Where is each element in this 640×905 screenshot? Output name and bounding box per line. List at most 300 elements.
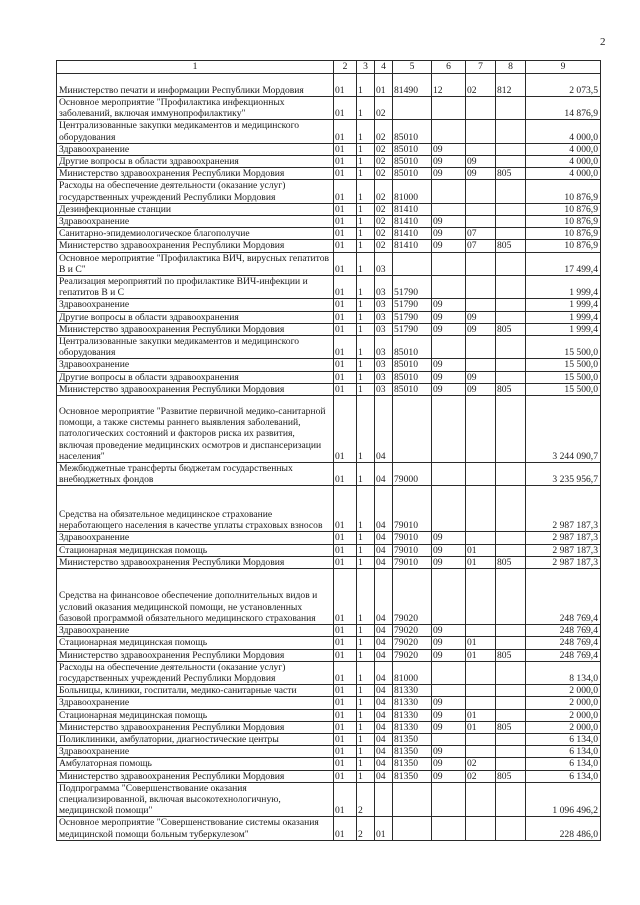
row-code-c5: 81410 — [393, 203, 432, 215]
table-row — [57, 625, 601, 637]
row-code-c5: 81000 — [393, 661, 432, 684]
row-amount: 6 134,0 — [526, 770, 601, 782]
row-code-c3: 1 — [357, 569, 375, 625]
row-code-c3: 1 — [357, 625, 375, 637]
row-code-c2: 01 — [334, 746, 357, 758]
row-code-c2: 01 — [334, 74, 357, 97]
row-name: Здравоохранение — [57, 746, 334, 758]
row-code-c8 — [496, 697, 526, 709]
row-amount: 10 876,9 — [526, 228, 601, 240]
row-code-c8: 805 — [496, 556, 526, 568]
row-code-c6: 09 — [432, 168, 466, 180]
table-row — [57, 746, 601, 758]
row-amount: 1 096 496,2 — [526, 782, 601, 817]
row-name: Подпрограмма "Совершенствование оказания специализированной, включая высокотехнологичную, медицинской помощи" — [57, 782, 334, 817]
table-row — [57, 770, 601, 782]
row-code-c8 — [496, 276, 526, 299]
row-code-c8: 805 — [496, 240, 526, 252]
row-code-c6 — [432, 463, 466, 486]
row-code-c3: 1 — [357, 252, 375, 275]
row-code-c2: 01 — [334, 486, 357, 532]
row-code-c3: 1 — [357, 721, 375, 733]
row-code-c6: 09 — [432, 770, 466, 782]
row-code-c2: 01 — [334, 463, 357, 486]
row-code-c6 — [432, 276, 466, 299]
row-code-c4: 04 — [375, 625, 393, 637]
row-name: Стационарная медицинская помощь — [57, 544, 334, 556]
table-row — [57, 649, 601, 661]
row-name: Здравоохранение — [57, 532, 334, 544]
row-code-c7 — [466, 299, 496, 311]
row-code-c7 — [466, 97, 496, 120]
row-code-c3: 1 — [357, 685, 375, 697]
row-code-c8 — [496, 637, 526, 649]
row-code-c4: 04 — [375, 556, 393, 568]
row-name: Стационарная медицинская помощь — [57, 709, 334, 721]
row-code-c5: 85010 — [393, 383, 432, 395]
row-name: Здравоохранение — [57, 697, 334, 709]
row-amount: 228 486,0 — [526, 817, 601, 840]
row-code-c6: 09 — [432, 383, 466, 395]
row-code-c5 — [393, 817, 432, 840]
table-row — [57, 180, 601, 203]
row-amount: 15 500,0 — [526, 371, 601, 383]
row-code-c3: 1 — [357, 746, 375, 758]
row-amount: 2 987 187,3 — [526, 556, 601, 568]
row-code-c7: 02 — [466, 74, 496, 97]
table-row — [57, 782, 601, 817]
row-code-c6: 09 — [432, 556, 466, 568]
row-code-c6: 09 — [432, 323, 466, 335]
table-row — [57, 371, 601, 383]
row-code-c3: 1 — [357, 733, 375, 745]
row-code-c4: 04 — [375, 544, 393, 556]
row-code-c7: 01 — [466, 721, 496, 733]
row-code-c8 — [496, 746, 526, 758]
budget-table — [56, 60, 601, 841]
row-code-c7 — [466, 359, 496, 371]
row-name: Больницы, клиники, госпитали, медико-санитарные части — [57, 685, 334, 697]
row-code-c3: 1 — [357, 74, 375, 97]
row-code-c2: 01 — [334, 396, 357, 463]
row-code-c3: 1 — [357, 299, 375, 311]
row-amount: 4 000,0 — [526, 168, 601, 180]
row-code-c8: 812 — [496, 74, 526, 97]
row-code-c6: 09 — [432, 240, 466, 252]
row-code-c2: 01 — [334, 180, 357, 203]
row-amount: 10 876,9 — [526, 240, 601, 252]
row-code-c8: 805 — [496, 770, 526, 782]
column-header-5: 5 — [393, 61, 432, 74]
row-code-c7: 09 — [466, 168, 496, 180]
row-code-c6 — [432, 97, 466, 120]
column-header-7: 7 — [466, 61, 496, 74]
row-code-c7: 01 — [466, 637, 496, 649]
table-row — [57, 569, 601, 625]
row-code-c7: 01 — [466, 709, 496, 721]
row-code-c5: 79010 — [393, 486, 432, 532]
row-code-c4: 04 — [375, 396, 393, 463]
row-code-c6 — [432, 396, 466, 463]
row-code-c4: 04 — [375, 532, 393, 544]
row-code-c2: 01 — [334, 299, 357, 311]
row-code-c6 — [432, 817, 466, 840]
row-code-c4: 02 — [375, 156, 393, 168]
row-code-c5: 51790 — [393, 323, 432, 335]
row-code-c8 — [496, 569, 526, 625]
row-code-c5: 81490 — [393, 74, 432, 97]
row-code-c6: 09 — [432, 721, 466, 733]
column-header-6: 6 — [432, 61, 466, 74]
table-row — [57, 544, 601, 556]
row-code-c2: 01 — [334, 143, 357, 155]
row-amount: 3 235 956,7 — [526, 463, 601, 486]
row-code-c3: 1 — [357, 371, 375, 383]
row-amount: 248 769,4 — [526, 625, 601, 637]
table-row — [57, 396, 601, 463]
table-header-row — [57, 61, 601, 74]
column-header-9: 9 — [526, 61, 601, 74]
row-amount: 248 769,4 — [526, 649, 601, 661]
row-code-c8: 805 — [496, 649, 526, 661]
row-code-c5: 85010 — [393, 336, 432, 359]
row-code-c4: 04 — [375, 733, 393, 745]
row-code-c4 — [375, 782, 393, 817]
row-code-c3: 1 — [357, 359, 375, 371]
row-code-c2: 01 — [334, 709, 357, 721]
row-code-c4: 04 — [375, 770, 393, 782]
row-code-c4: 03 — [375, 276, 393, 299]
row-code-c6 — [432, 252, 466, 275]
row-code-c8 — [496, 143, 526, 155]
row-code-c8 — [496, 685, 526, 697]
row-code-c4: 02 — [375, 97, 393, 120]
row-code-c4: 04 — [375, 569, 393, 625]
row-code-c6: 09 — [432, 311, 466, 323]
row-code-c2: 01 — [334, 371, 357, 383]
row-code-c6: 09 — [432, 299, 466, 311]
row-code-c4: 02 — [375, 228, 393, 240]
row-code-c2: 01 — [334, 156, 357, 168]
table-row — [57, 74, 601, 97]
row-code-c5: 81000 — [393, 180, 432, 203]
table-row — [57, 463, 601, 486]
row-code-c5 — [393, 396, 432, 463]
row-code-c3: 1 — [357, 180, 375, 203]
row-code-c5: 81330 — [393, 709, 432, 721]
column-header-4: 4 — [375, 61, 393, 74]
row-code-c7: 09 — [466, 311, 496, 323]
table-row — [57, 661, 601, 684]
row-code-c8 — [496, 371, 526, 383]
row-code-c3: 1 — [357, 637, 375, 649]
row-name: Министерство здравоохранения Республики Мордовия — [57, 721, 334, 733]
column-header-3: 3 — [357, 61, 375, 74]
table-row — [57, 299, 601, 311]
row-code-c2: 01 — [334, 216, 357, 228]
row-code-c2: 01 — [334, 203, 357, 215]
row-code-c4: 03 — [375, 252, 393, 275]
row-code-c4: 02 — [375, 143, 393, 155]
row-code-c8 — [496, 486, 526, 532]
row-code-c7 — [466, 661, 496, 684]
row-code-c5: 81410 — [393, 228, 432, 240]
row-code-c2: 01 — [334, 697, 357, 709]
row-amount: 2 987 187,3 — [526, 532, 601, 544]
row-code-c3: 1 — [357, 97, 375, 120]
row-code-c7 — [466, 276, 496, 299]
row-code-c4: 04 — [375, 758, 393, 770]
row-code-c8 — [496, 544, 526, 556]
column-header-2: 2 — [334, 61, 357, 74]
row-code-c2: 01 — [334, 782, 357, 817]
row-amount: 2 073,5 — [526, 74, 601, 97]
row-code-c3: 1 — [357, 216, 375, 228]
row-code-c3: 1 — [357, 336, 375, 359]
row-code-c7 — [466, 782, 496, 817]
row-code-c6: 09 — [432, 649, 466, 661]
row-amount: 2 987 187,3 — [526, 486, 601, 532]
row-code-c5: 51790 — [393, 276, 432, 299]
row-code-c3: 1 — [357, 486, 375, 532]
row-code-c8 — [496, 733, 526, 745]
row-code-c8 — [496, 299, 526, 311]
row-name: Межбюджетные трансферты бюджетам государственных внебюджетных фондов — [57, 463, 334, 486]
row-code-c8 — [496, 782, 526, 817]
row-name: Основное мероприятие "Профилактика инфекционных заболеваний, включая иммунопрофилактику" — [57, 97, 334, 120]
row-name: Министерство печати и информации Республики Мордовия — [57, 74, 334, 97]
row-code-c2: 01 — [334, 733, 357, 745]
row-code-c4: 04 — [375, 463, 393, 486]
row-code-c4: 02 — [375, 120, 393, 143]
row-code-c4: 03 — [375, 371, 393, 383]
row-name: Здравоохранение — [57, 299, 334, 311]
table-row — [57, 97, 601, 120]
row-code-c4: 03 — [375, 323, 393, 335]
row-amount: 17 499,4 — [526, 252, 601, 275]
row-code-c5: 79010 — [393, 532, 432, 544]
row-code-c6: 09 — [432, 359, 466, 371]
row-name: Дезинфекционные станции — [57, 203, 334, 215]
row-code-c7: 02 — [466, 770, 496, 782]
row-code-c6 — [432, 180, 466, 203]
row-code-c3: 1 — [357, 323, 375, 335]
row-code-c5 — [393, 782, 432, 817]
row-code-c8 — [496, 709, 526, 721]
row-code-c2: 01 — [334, 311, 357, 323]
row-code-c6: 12 — [432, 74, 466, 97]
row-code-c4: 04 — [375, 685, 393, 697]
row-amount: 14 876,9 — [526, 97, 601, 120]
row-code-c5: 81350 — [393, 746, 432, 758]
row-code-c8: 805 — [496, 323, 526, 335]
row-code-c6 — [432, 486, 466, 532]
row-code-c7 — [466, 486, 496, 532]
row-code-c7: 07 — [466, 228, 496, 240]
row-code-c2: 01 — [334, 97, 357, 120]
row-code-c2: 01 — [334, 685, 357, 697]
table-row — [57, 203, 601, 215]
row-code-c7 — [466, 336, 496, 359]
row-code-c5: 85010 — [393, 120, 432, 143]
row-code-c5: 79020 — [393, 625, 432, 637]
row-name: Здравоохранение — [57, 359, 334, 371]
row-code-c2: 01 — [334, 252, 357, 275]
row-name: Здравоохранение — [57, 625, 334, 637]
row-code-c7 — [466, 463, 496, 486]
row-name: Реализация мероприятий по профилактике ВИЧ-инфекции и гепатитов В и С — [57, 276, 334, 299]
row-code-c4: 03 — [375, 336, 393, 359]
row-code-c7 — [466, 143, 496, 155]
row-code-c4: 03 — [375, 359, 393, 371]
row-name: Здравоохранение — [57, 216, 334, 228]
table-row — [57, 252, 601, 275]
row-code-c6: 09 — [432, 697, 466, 709]
row-code-c3: 1 — [357, 396, 375, 463]
row-code-c6 — [432, 733, 466, 745]
table-row — [57, 697, 601, 709]
row-code-c2: 01 — [334, 817, 357, 840]
row-name: Министерство здравоохранения Республики Мордовия — [57, 168, 334, 180]
row-code-c7: 07 — [466, 240, 496, 252]
row-code-c3: 1 — [357, 758, 375, 770]
row-code-c4: 04 — [375, 661, 393, 684]
row-code-c5: 81330 — [393, 697, 432, 709]
row-code-c8 — [496, 252, 526, 275]
row-code-c5: 79020 — [393, 569, 432, 625]
row-code-c8: 805 — [496, 383, 526, 395]
row-code-c3: 1 — [357, 240, 375, 252]
table-row — [57, 323, 601, 335]
row-code-c7: 01 — [466, 649, 496, 661]
row-amount: 6 134,0 — [526, 758, 601, 770]
row-code-c8 — [496, 396, 526, 463]
row-code-c6 — [432, 203, 466, 215]
row-code-c6 — [432, 120, 466, 143]
row-amount: 2 000,0 — [526, 709, 601, 721]
row-amount: 4 000,0 — [526, 143, 601, 155]
row-code-c6: 09 — [432, 532, 466, 544]
row-code-c4: 03 — [375, 299, 393, 311]
table-row — [57, 709, 601, 721]
row-code-c2: 01 — [334, 336, 357, 359]
table-row — [57, 758, 601, 770]
row-code-c2: 01 — [334, 544, 357, 556]
row-name: Расходы на обеспечение деятельности (оказание услуг) государственных учреждений Республики Мордовия — [57, 180, 334, 203]
row-code-c2: 01 — [334, 649, 357, 661]
row-code-c5: 85010 — [393, 359, 432, 371]
row-code-c5: 51790 — [393, 299, 432, 311]
row-code-c2: 01 — [334, 637, 357, 649]
row-code-c4: 04 — [375, 486, 393, 532]
row-code-c5: 79000 — [393, 463, 432, 486]
row-code-c4: 02 — [375, 216, 393, 228]
row-code-c5: 81350 — [393, 733, 432, 745]
row-name: Министерство здравоохранения Республики Мордовия — [57, 383, 334, 395]
column-header-8: 8 — [496, 61, 526, 74]
table-row — [57, 637, 601, 649]
row-amount: 6 134,0 — [526, 746, 601, 758]
row-code-c8 — [496, 120, 526, 143]
table-row — [57, 143, 601, 155]
row-amount: 2 000,0 — [526, 685, 601, 697]
row-code-c2: 01 — [334, 721, 357, 733]
row-code-c8 — [496, 216, 526, 228]
row-code-c3: 1 — [357, 228, 375, 240]
row-code-c3: 1 — [357, 383, 375, 395]
row-code-c8 — [496, 661, 526, 684]
row-code-c3: 1 — [357, 661, 375, 684]
row-name: Санитарно-эпидемиологическое благополучие — [57, 228, 334, 240]
row-code-c3: 1 — [357, 770, 375, 782]
table-row — [57, 216, 601, 228]
row-code-c6 — [432, 569, 466, 625]
row-name: Основное мероприятие "Совершенствование системы оказания медицинской помощи больным туберкулезом" — [57, 817, 334, 840]
row-name: Министерство здравоохранения Республики Мордовия — [57, 649, 334, 661]
row-code-c4: 04 — [375, 649, 393, 661]
row-amount: 10 876,9 — [526, 216, 601, 228]
row-code-c7: 01 — [466, 556, 496, 568]
row-code-c2: 01 — [334, 359, 357, 371]
row-code-c6: 09 — [432, 228, 466, 240]
row-name: Основное мероприятие "Развитие первичной медико-санитарной помощи, а также системы раннего выявления заболеваний, патологических состояний и факторов риска их развития, включая проведение медицинских осмотров и диспансеризации населения" — [57, 396, 334, 463]
row-code-c8 — [496, 203, 526, 215]
row-code-c4: 01 — [375, 817, 393, 840]
row-code-c5: 85010 — [393, 156, 432, 168]
row-code-c7 — [466, 252, 496, 275]
row-code-c7 — [466, 216, 496, 228]
row-name: Министерство здравоохранения Республики Мордовия — [57, 323, 334, 335]
row-code-c3: 2 — [357, 782, 375, 817]
table-row — [57, 276, 601, 299]
table-row — [57, 733, 601, 745]
row-name: Другие вопросы в области здравоохранения — [57, 311, 334, 323]
row-amount: 4 000,0 — [526, 120, 601, 143]
row-code-c7 — [466, 625, 496, 637]
row-code-c7: 09 — [466, 156, 496, 168]
row-code-c7 — [466, 697, 496, 709]
row-code-c6: 09 — [432, 156, 466, 168]
row-code-c3: 1 — [357, 709, 375, 721]
row-code-c3: 1 — [357, 311, 375, 323]
row-code-c6: 09 — [432, 709, 466, 721]
row-code-c7 — [466, 569, 496, 625]
row-code-c6: 09 — [432, 637, 466, 649]
table-row — [57, 556, 601, 568]
row-code-c3: 1 — [357, 463, 375, 486]
row-name: Стационарная медицинская помощь — [57, 637, 334, 649]
row-code-c4: 02 — [375, 203, 393, 215]
row-code-c5: 79010 — [393, 556, 432, 568]
row-code-c5 — [393, 252, 432, 275]
row-code-c2: 01 — [334, 770, 357, 782]
row-code-c4: 01 — [375, 74, 393, 97]
row-code-c7 — [466, 733, 496, 745]
row-code-c6: 09 — [432, 143, 466, 155]
row-code-c4: 03 — [375, 311, 393, 323]
row-code-c2: 01 — [334, 383, 357, 395]
row-amount: 1 999,4 — [526, 299, 601, 311]
row-name: Централизованные закупки медикаментов и медицинского оборудования — [57, 120, 334, 143]
row-amount: 1 999,4 — [526, 311, 601, 323]
row-code-c4: 04 — [375, 697, 393, 709]
row-code-c4: 02 — [375, 180, 393, 203]
row-code-c5: 81410 — [393, 216, 432, 228]
row-code-c3: 1 — [357, 143, 375, 155]
row-amount: 1 999,4 — [526, 323, 601, 335]
row-code-c8 — [496, 228, 526, 240]
table-row — [57, 817, 601, 840]
